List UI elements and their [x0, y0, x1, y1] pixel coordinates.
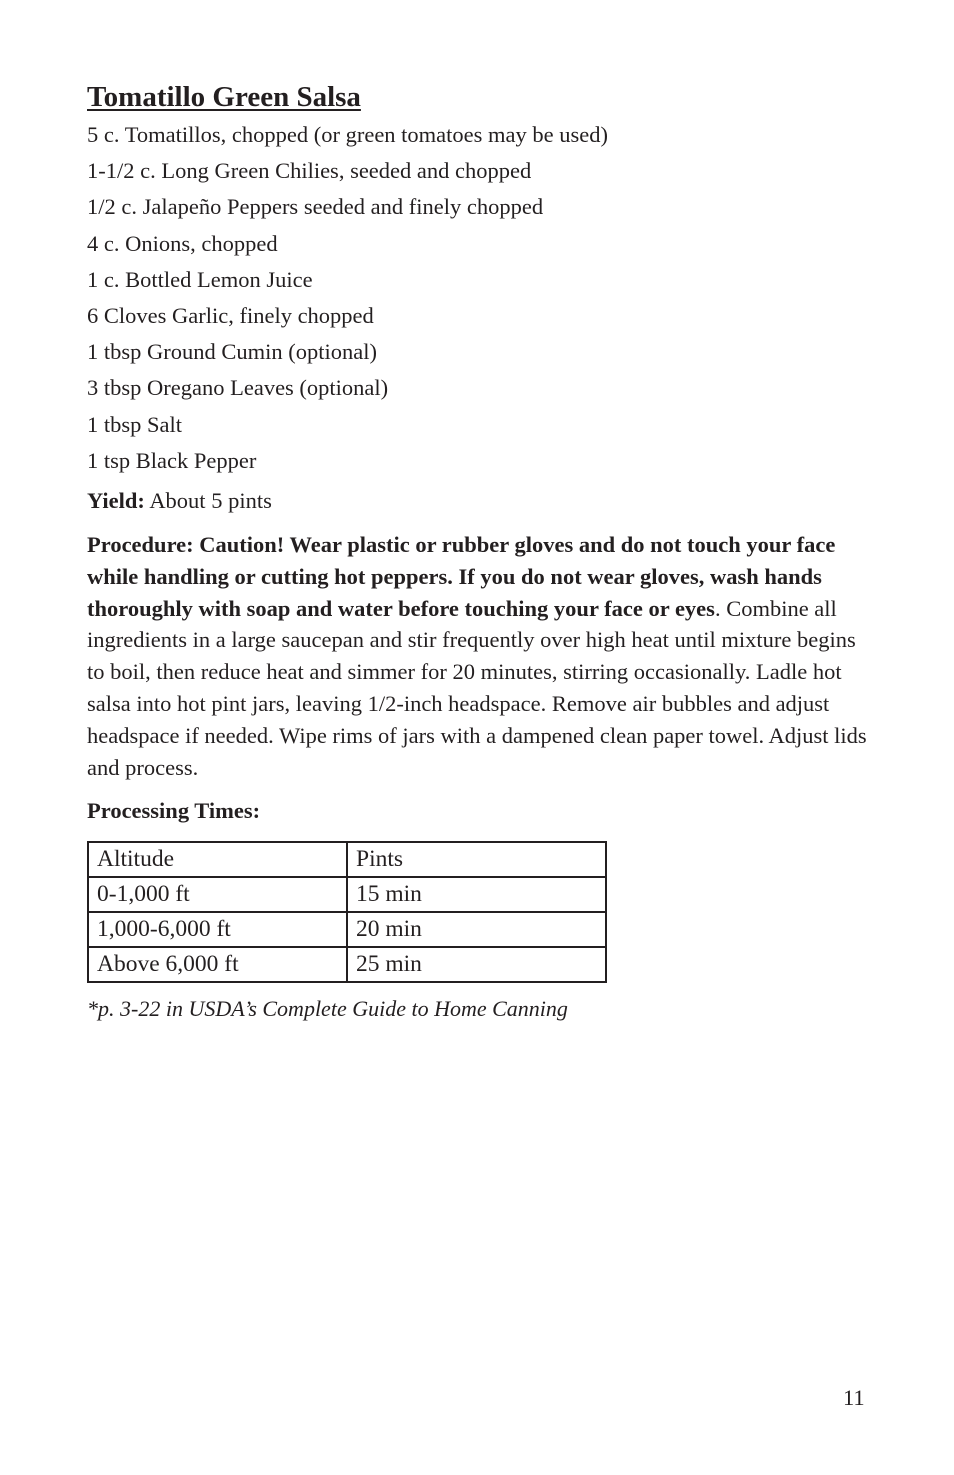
ingredient-item: 4 c. Onions, chopped	[87, 230, 278, 256]
table-cell-time: 15 min	[347, 877, 606, 912]
table-cell-time: 20 min	[347, 912, 606, 947]
ingredient-item: 1 tbsp Salt	[87, 411, 183, 437]
yield-label: Yield:	[87, 488, 145, 514]
yield-value: About 5 pints	[149, 488, 272, 514]
page-number: 11	[843, 1385, 865, 1410]
table-cell-altitude: 0-1,000 ft	[88, 877, 347, 912]
procedure-paragraph	[87, 529, 872, 783]
ingredient-item: 5 c. Tomatillos, chopped (or green tomatoes may be used)	[87, 122, 608, 147]
procedure-caution: Procedure: Caution! Wear plastic or rubber gloves and do not touch your face while handling or cutting hot peppers. If you do not wear gloves, wash hands thoroughly with soap and water before touching your face or eyes	[87, 532, 836, 621]
table-cell-time: 25 min	[347, 947, 606, 982]
processing-times-heading: Processing Times:	[87, 798, 261, 824]
ingredient-item: 1 tbsp Ground Cumin (optional)	[87, 339, 377, 365]
table-cell-altitude: Above 6,000 ft	[88, 947, 347, 982]
table-cell-altitude: 1,000-6,000 ft	[88, 912, 347, 947]
table-header-cell: Altitude	[88, 842, 347, 877]
ingredient-list	[87, 117, 872, 479]
processing-times-table	[87, 841, 607, 983]
table-row	[88, 912, 606, 947]
ingredient-item: 1 c. Bottled Lemon Juice	[87, 266, 313, 292]
table-header-row	[88, 842, 606, 877]
ingredient-item: 3 tbsp Oregano Leaves (optional)	[87, 375, 389, 401]
table-row	[88, 877, 606, 912]
ingredient-item: 1/2 c. Jalapeño Peppers seeded and finely chopped	[87, 194, 544, 220]
ingredient-item: 1 tsp Black Pepper	[87, 447, 257, 473]
ingredient-item: 6 Cloves Garlic, finely chopped	[87, 303, 374, 329]
source-footnote: *p. 3-22 in USDA’s Complete Guide to Home Canning	[87, 996, 568, 1022]
yield-line	[87, 485, 872, 517]
table-row	[88, 947, 606, 982]
recipe-page	[87, 78, 872, 1025]
recipe-title: Tomatillo Green Salsa	[87, 81, 361, 113]
procedure-steps: . Combine all ingredients in a large saucepan and stir frequently over high heat until mixture begins to boil, then reduce heat and simmer for 20 minutes, stirring occasionally. Ladle hot salsa into hot pint jars, leaving 1/2-inch headspace. Remove air bubbles and adjust headspace if needed. Wipe rims of jars with a dampened clean paper towel. Adjust lids and process.	[87, 595, 867, 780]
table-header-cell: Pints	[347, 842, 606, 877]
ingredient-item: 1-1/2 c. Long Green Chilies, seeded and chopped	[87, 158, 532, 184]
